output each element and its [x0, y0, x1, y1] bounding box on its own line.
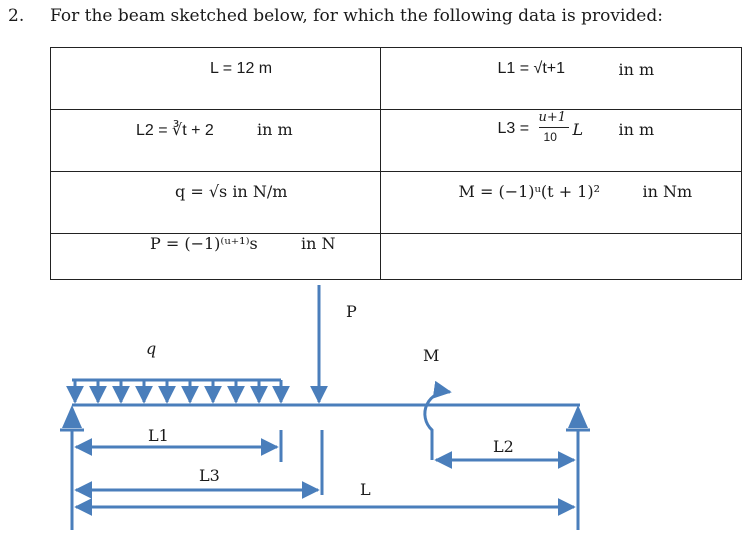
- l2-unit: in m: [257, 120, 293, 139]
- table-cell: [380, 110, 741, 172]
- dim-label-l1: L1: [148, 426, 169, 445]
- table-row: [51, 172, 742, 234]
- beam-length-value: L = 12 m: [210, 60, 273, 77]
- right-support: [568, 405, 588, 428]
- l3-unit: in m: [618, 120, 655, 139]
- moment-arrow: [425, 392, 450, 460]
- l3-denominator: 10: [543, 130, 557, 144]
- p-unit: in N: [301, 234, 336, 253]
- p-formula: P = (−1)⁽ᵘ⁺¹⁾s: [150, 234, 258, 253]
- q-formula: q = √s in N/m: [175, 182, 288, 201]
- load-label-p: P: [346, 302, 357, 321]
- l3-prefix: L3 =: [497, 120, 530, 137]
- dim-label-l2: L2: [493, 437, 514, 456]
- table-row: [51, 48, 742, 110]
- table-row: [51, 234, 742, 280]
- moment-label-m: M: [423, 346, 440, 365]
- left-support: [62, 405, 82, 428]
- dim-label-l: L: [360, 480, 371, 499]
- table-cell: [380, 172, 741, 234]
- table-cell: [51, 234, 381, 280]
- data-table: [50, 47, 742, 280]
- question-number: 2.: [8, 6, 25, 26]
- table-cell: [51, 110, 381, 172]
- l1-unit: in m: [618, 60, 655, 79]
- load-label-q: q: [146, 339, 157, 358]
- table-cell: [51, 172, 381, 234]
- question-text: For the beam sketched below, for which the following data is provided:: [50, 6, 663, 26]
- moment-unit: in Nm: [642, 182, 693, 201]
- table-cell: [380, 48, 741, 110]
- l1-formula: L1 = √t+1: [497, 60, 566, 77]
- dim-label-l3: L3: [199, 466, 220, 485]
- l3-numerator: u+1: [538, 110, 567, 125]
- l3-variable: L: [572, 120, 584, 139]
- table-cell: [380, 234, 741, 280]
- table-row: [51, 110, 742, 172]
- moment-formula: M = (−1)ᵘ(t + 1)²: [458, 182, 601, 201]
- fraction-bar: [539, 127, 569, 128]
- table-cell: [51, 48, 381, 110]
- l2-formula: L2 = ∛t + 2: [136, 122, 214, 139]
